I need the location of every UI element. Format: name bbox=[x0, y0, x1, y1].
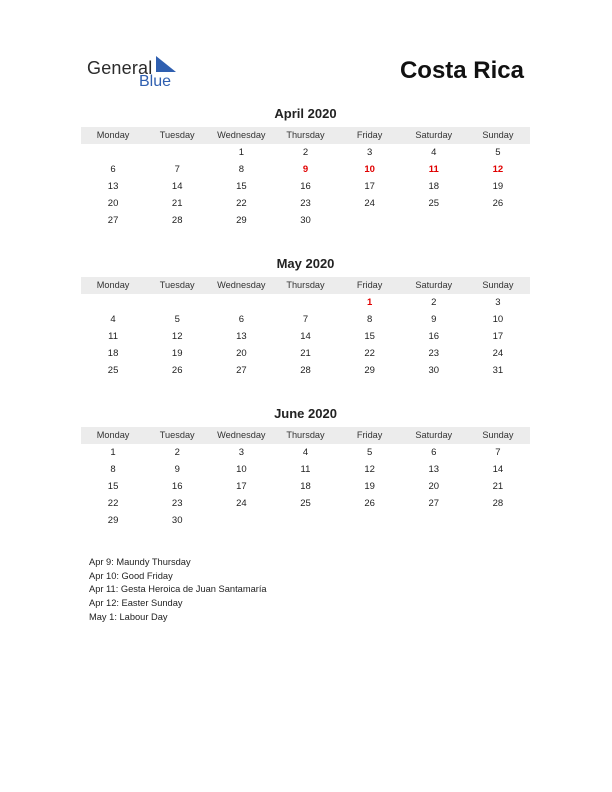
weekday-label: Sunday bbox=[482, 130, 514, 140]
day-cell bbox=[402, 512, 466, 529]
weekday-label: Tuesday bbox=[159, 130, 195, 140]
week-row bbox=[81, 212, 530, 229]
day-cell: 14 bbox=[492, 464, 504, 475]
week-row bbox=[81, 478, 530, 495]
day-cell: 11 bbox=[428, 164, 439, 175]
day-cell: 10 bbox=[236, 464, 247, 475]
month-title: May 2020 bbox=[276, 256, 335, 271]
weekday-label: Monday bbox=[96, 280, 130, 290]
day-cell: 5 bbox=[174, 314, 180, 325]
country-title: Costa Rica bbox=[399, 57, 524, 84]
day-cell: 18 bbox=[107, 348, 119, 359]
week-row bbox=[81, 328, 530, 345]
day-cell: 1 bbox=[110, 447, 116, 458]
day-cell: 8 bbox=[366, 314, 373, 325]
day-cell: 17 bbox=[492, 331, 504, 342]
day-cell: 24 bbox=[364, 198, 375, 209]
holiday-note: Apr 11: Gesta Heroica de Juan Santamaría bbox=[89, 584, 267, 595]
day-cell: 28 bbox=[492, 498, 504, 509]
month-weeks bbox=[81, 294, 530, 379]
day-cell bbox=[402, 212, 466, 229]
week-row bbox=[81, 195, 530, 212]
week-row bbox=[81, 495, 530, 512]
day-cell: 10 bbox=[492, 314, 504, 325]
day-cell: 13 bbox=[107, 181, 119, 192]
day-cell bbox=[145, 294, 209, 311]
day-cell: 22 bbox=[364, 348, 375, 359]
day-cell: 17 bbox=[236, 481, 247, 492]
day-cell: 30 bbox=[300, 215, 311, 226]
month-title: June 2020 bbox=[274, 406, 337, 421]
weekday-label: Wednesday bbox=[217, 280, 266, 290]
month-june bbox=[81, 406, 530, 529]
day-cell: 14 bbox=[300, 331, 311, 342]
weekday-label: Wednesday bbox=[217, 130, 266, 140]
day-cell bbox=[81, 144, 145, 161]
day-cell: 4 bbox=[302, 447, 309, 458]
weekday-label: Monday bbox=[96, 430, 130, 440]
day-cell bbox=[338, 512, 402, 529]
day-cell: 13 bbox=[236, 331, 247, 342]
day-cell bbox=[338, 212, 402, 229]
day-cell: 12 bbox=[171, 331, 183, 342]
weekday-label: Thursday bbox=[286, 130, 325, 140]
day-cell: 13 bbox=[428, 464, 440, 475]
weekday-label: Friday bbox=[356, 430, 383, 440]
day-cell: 20 bbox=[428, 481, 440, 492]
day-cell: 26 bbox=[492, 198, 504, 209]
day-cell: 25 bbox=[300, 498, 311, 509]
weekday-header bbox=[81, 277, 530, 294]
weekday-label: Sunday bbox=[482, 280, 514, 290]
day-cell: 2 bbox=[174, 447, 180, 458]
day-cell: 22 bbox=[236, 198, 247, 209]
month-april bbox=[81, 106, 530, 229]
day-cell: 19 bbox=[492, 181, 504, 192]
generalblue-logo bbox=[87, 52, 197, 92]
day-cell bbox=[273, 294, 337, 311]
day-cell: 16 bbox=[171, 481, 183, 492]
holiday-note: Apr 10: Good Friday bbox=[89, 570, 173, 581]
day-cell: 24 bbox=[236, 498, 247, 509]
holiday-note: Apr 9: Maundy Thursday bbox=[89, 557, 191, 567]
weekday-label: Tuesday bbox=[159, 280, 195, 290]
day-cell: 7 bbox=[495, 447, 501, 458]
day-cell: 8 bbox=[110, 464, 116, 475]
weekday-label: Friday bbox=[356, 130, 383, 140]
weekday-label: Thursday bbox=[286, 430, 325, 440]
day-cell bbox=[145, 144, 209, 161]
week-row bbox=[81, 311, 530, 328]
day-cell: 31 bbox=[492, 365, 504, 376]
day-cell: 3 bbox=[366, 147, 373, 158]
day-cell: 26 bbox=[171, 365, 183, 376]
week-row bbox=[81, 444, 530, 461]
day-cell: 9 bbox=[174, 464, 180, 475]
day-cell: 9 bbox=[302, 164, 309, 175]
day-cell: 29 bbox=[107, 515, 119, 526]
day-cell: 8 bbox=[238, 164, 244, 175]
day-cell: 12 bbox=[364, 464, 375, 475]
day-cell bbox=[466, 212, 530, 229]
weekday-label: Sunday bbox=[482, 430, 514, 440]
weekday-label: Friday bbox=[356, 280, 383, 290]
month-weeks bbox=[81, 444, 530, 529]
day-cell: 23 bbox=[428, 348, 440, 359]
month-title: April 2020 bbox=[274, 106, 337, 121]
day-cell: 4 bbox=[431, 147, 437, 158]
day-cell: 21 bbox=[492, 481, 504, 492]
day-cell: 10 bbox=[364, 164, 375, 175]
weekday-label: Saturday bbox=[415, 280, 453, 290]
day-cell: 20 bbox=[107, 198, 119, 209]
logo-text-general: General bbox=[87, 58, 153, 78]
month-weeks bbox=[81, 144, 530, 229]
day-cell: 21 bbox=[171, 198, 183, 209]
day-cell: 3 bbox=[238, 447, 244, 458]
weekday-header bbox=[81, 127, 530, 144]
day-cell: 14 bbox=[171, 181, 183, 192]
day-cell: 26 bbox=[364, 498, 375, 509]
day-cell: 18 bbox=[300, 481, 311, 492]
day-cell: 5 bbox=[495, 147, 501, 158]
week-row bbox=[81, 461, 530, 478]
day-cell: 16 bbox=[300, 181, 311, 192]
holiday-note: Apr 12: Easter Sunday bbox=[89, 598, 183, 609]
day-cell: 19 bbox=[171, 348, 183, 359]
day-cell: 30 bbox=[428, 365, 440, 376]
week-row bbox=[81, 144, 530, 161]
weekday-label: Monday bbox=[96, 130, 130, 140]
day-cell: 24 bbox=[492, 348, 504, 359]
weekday-header bbox=[81, 427, 530, 444]
day-cell: 30 bbox=[171, 515, 183, 526]
logo-text-blue: Blue bbox=[139, 73, 172, 90]
day-cell: 29 bbox=[236, 215, 247, 226]
day-cell: 2 bbox=[302, 147, 309, 158]
day-cell: 29 bbox=[364, 365, 375, 376]
logo-flag-icon bbox=[156, 56, 176, 72]
weekday-label: Saturday bbox=[415, 430, 453, 440]
day-cell: 23 bbox=[171, 498, 183, 509]
day-cell: 27 bbox=[428, 498, 440, 509]
day-cell: 7 bbox=[302, 314, 309, 325]
month-may bbox=[81, 256, 530, 379]
day-cell: 18 bbox=[428, 181, 440, 192]
day-cell: 5 bbox=[366, 447, 373, 458]
week-row bbox=[81, 345, 530, 362]
weekday-label: Wednesday bbox=[217, 430, 266, 440]
day-cell: 25 bbox=[107, 365, 119, 376]
day-cell bbox=[81, 294, 145, 311]
week-row bbox=[81, 362, 530, 379]
weekday-label: Thursday bbox=[286, 280, 325, 290]
day-cell: 23 bbox=[300, 198, 311, 209]
day-cell: 3 bbox=[495, 297, 501, 308]
week-row bbox=[81, 512, 530, 529]
day-cell: 22 bbox=[107, 498, 119, 509]
day-cell: 28 bbox=[300, 365, 311, 376]
day-cell bbox=[209, 512, 273, 529]
day-cell: 2 bbox=[431, 297, 437, 308]
day-cell: 12 bbox=[492, 164, 504, 175]
week-row bbox=[81, 178, 530, 195]
day-cell: 28 bbox=[171, 215, 183, 226]
day-cell: 21 bbox=[300, 348, 311, 359]
holiday-notes bbox=[89, 556, 267, 624]
day-cell: 6 bbox=[110, 164, 116, 175]
day-cell: 15 bbox=[236, 181, 247, 192]
day-cell: 19 bbox=[364, 481, 375, 492]
day-cell bbox=[466, 512, 530, 529]
day-cell: 15 bbox=[364, 331, 375, 342]
day-cell: 27 bbox=[236, 365, 247, 376]
day-cell bbox=[209, 294, 273, 311]
day-cell: 17 bbox=[364, 181, 375, 192]
day-cell: 1 bbox=[238, 147, 244, 158]
weekday-label: Tuesday bbox=[159, 430, 195, 440]
week-row bbox=[81, 161, 530, 178]
day-cell: 4 bbox=[110, 314, 116, 325]
day-cell: 16 bbox=[428, 331, 440, 342]
day-cell: 20 bbox=[236, 348, 247, 359]
weekday-label: Saturday bbox=[415, 130, 453, 140]
day-cell: 25 bbox=[428, 198, 440, 209]
week-row bbox=[81, 294, 530, 311]
day-cell: 7 bbox=[174, 164, 180, 175]
day-cell: 27 bbox=[107, 215, 119, 226]
holiday-note: May 1: Labour Day bbox=[89, 611, 168, 622]
day-cell: 6 bbox=[431, 447, 437, 458]
day-cell: 9 bbox=[431, 314, 437, 325]
day-cell: 11 bbox=[300, 464, 311, 475]
day-cell bbox=[273, 512, 337, 529]
day-cell: 11 bbox=[108, 331, 118, 342]
day-cell: 15 bbox=[107, 481, 119, 492]
day-cell: 6 bbox=[238, 314, 244, 325]
day-cell: 1 bbox=[366, 297, 373, 308]
